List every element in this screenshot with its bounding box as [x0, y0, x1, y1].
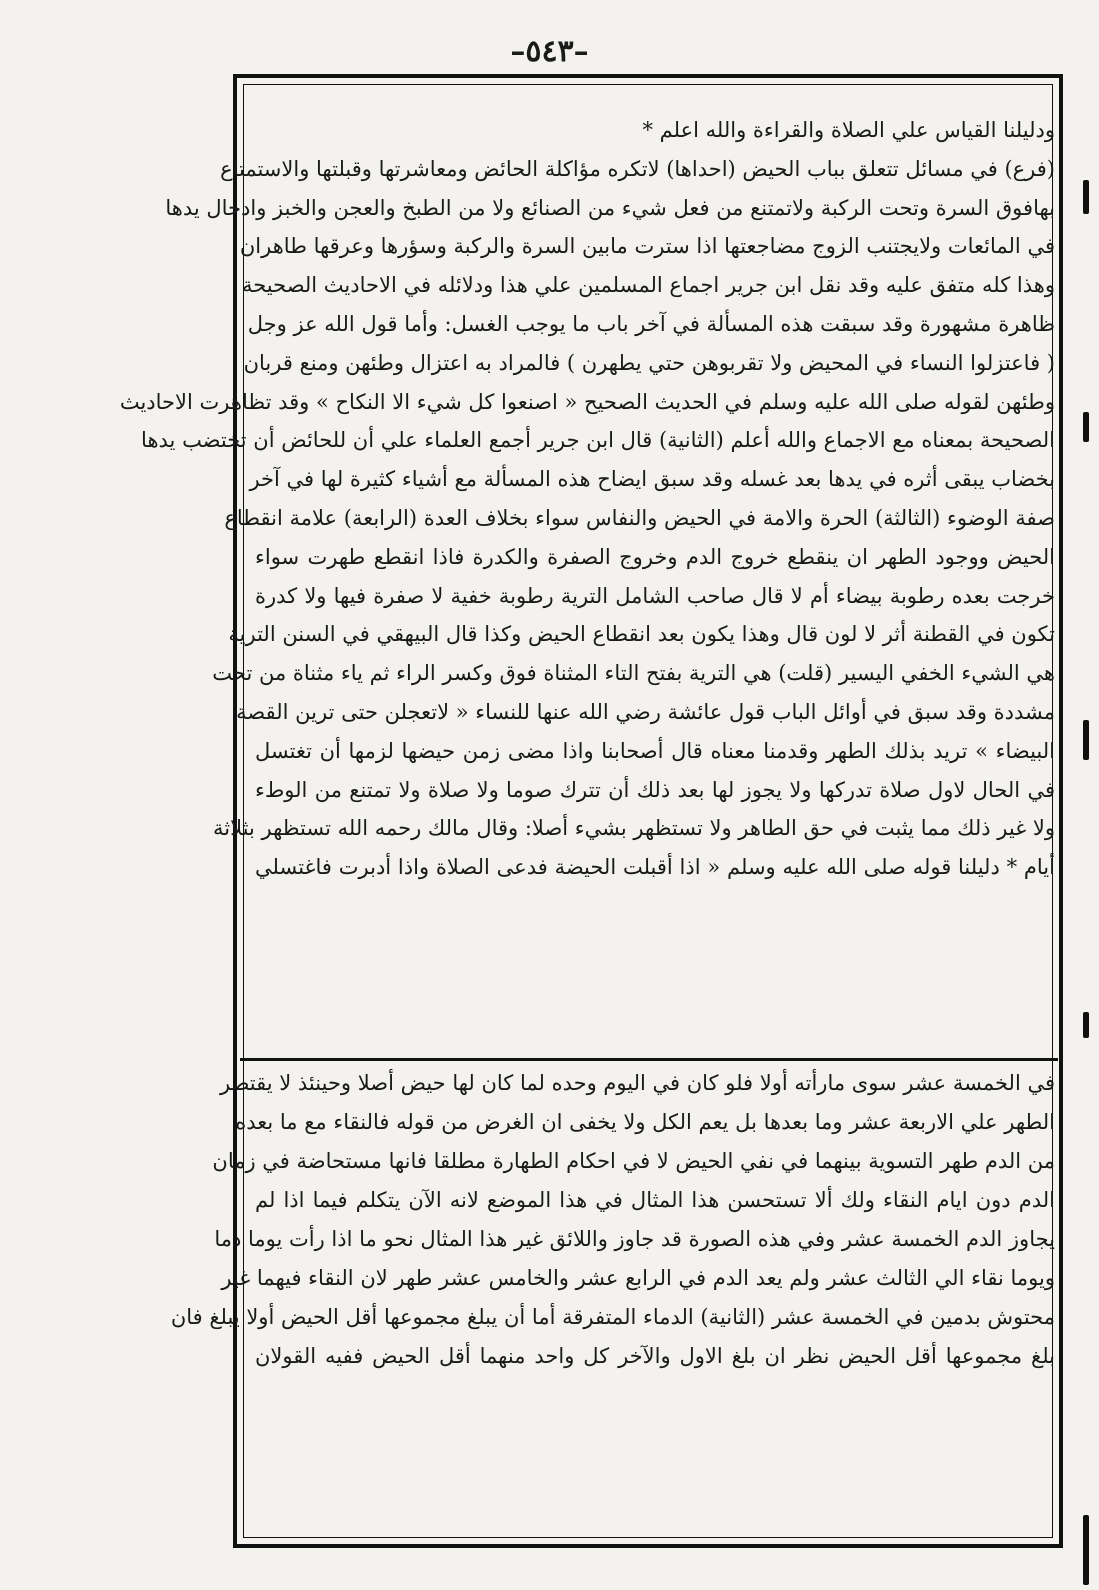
text-line: الدم دون ايام النقاء ولك ألا تستحسن هذا المثال في هذا الموضع لانه الآن يتكلم فيما اذا لم [255, 1188, 1055, 1212]
text-line: من الدم طهر التسوية بينهما في نفي الحيض لا في احكام الطهارة مطلقا فانها مستحاضة في زمان [212, 1149, 1055, 1173]
scan-margin-mark [1083, 720, 1089, 760]
scan-margin-mark [1083, 1515, 1089, 1585]
main-text-section [119, 111, 1055, 1051]
text-line: ودليلنا القياس علي الصلاة والقراءة والله اعلم * [642, 118, 1055, 142]
text-line: الحيض ووجود الطهر ان ينقطع خروج الدم وخروج الصفرة والكدرة فاذا انقطع طهرت سواء [255, 544, 1055, 569]
text-line: صفة الوضوء (الثالثة) الحرة والامة في الحيض والنفاس سواء بخلاف العدة (الرابعة) علامة انقطاع [224, 505, 1055, 530]
commentary-text-section [170, 1064, 1055, 1534]
text-line: الطهر علي الاربعة عشر وما بعدها بل يعم الكل ولا يخفى ان الغرض من قوله فالنقاء مع ما بعده [235, 1110, 1055, 1134]
text-line: ويوما نقاء الي الثالث عشر ولم يعد الدم في الرابع عشر والخامس عشر طهر لان النقاء فيهما غير [221, 1266, 1055, 1290]
text-line: البيضاء » تريد بذلك الطهر وقدمنا معناه قال أصحابنا واذا مضى زمن حيضها لزمها أن تغتسل [255, 738, 1055, 763]
text-line: (فرع) في مسائل تتعلق بباب الحيض (احداها) لاتكره مؤاكلة الحائض ومعاشرتها وقبلتها والاستمتاع [220, 156, 1055, 181]
text-line: بلغ مجموعها أقل الحيض نظر ان بلغ الاول والآخر كل واحد منهما أقل الحيض ففيه القولان [255, 1344, 1055, 1368]
text-line: ظاهرة مشهورة وقد سبقت هذه المسألة في آخر باب ما يوجب الغسل: وأما قول الله عز وجل [247, 311, 1055, 336]
text-line: خرجت بعده رطوبة بيضاء أم لا قال صاحب الشامل الترية رطوبة خفية لا صفرة فيها ولا كدرة [255, 583, 1055, 608]
text-line: الصحيحة بمعناه مع الاجماع والله أعلم (الثانية) قال ابن جرير أجمع العلماء علي أن للحائض أن تختضب يدها [141, 428, 1055, 453]
text-line: ولا غير ذلك مما يثبت في حق الطاهر ولا تستظهر بشيء أصلا: وقال مالك رحمه الله تستظهر بثلاثة [213, 816, 1055, 841]
text-line: يجاوز الدم الخمسة عشر وفي هذه الصورة قد جاوز واللائق غير هذا المثال نحو ما اذا رأت يوما دما [214, 1227, 1055, 1251]
scan-margin-mark [1083, 180, 1089, 214]
scan-margin-mark [1083, 1012, 1089, 1038]
text-line: هي الشيء الخفي اليسير (قلت) هي الترية بفتح التاء المثناة فوق وكسر الراء ثم ياء مثناة من تحت [212, 661, 1055, 686]
text-line: مشددة وقد سبق في أوائل الباب قول عائشة رضي الله عنها للنساء « لاتعجلن حتى ترين القصة [236, 699, 1055, 724]
text-line: في المائعات ولايجتنب الزوج مضاجعتها اذا سترت مابين السرة والركبة وسؤرها وعرقها طاهران [239, 234, 1055, 259]
text-line: ( فاعتزلوا النساء في المحيض ولا تقربوهن حتي يطهرن ) فالمراد به اعتزال وطئهن ومنع قربان [243, 350, 1055, 375]
text-line: تكون في القطنة أثر لا لون قال وهذا يكون بعد انقطاع الحيض وكذا قال البيهقي في السنن الترية [228, 622, 1055, 647]
text-line: بخضاب يبقى أثره في يدها بعد غسله وقد سبق ايضاح هذه المسألة مع أشياء كثيرة لها في آخر [249, 467, 1055, 492]
text-line: وطئهن لقوله صلى الله عليه وسلم في الحديث الصحيح « اصنعوا كل شيء الا النكاح » وقد تظاهرت الاحاديث [119, 389, 1055, 414]
text-line: في الحال لاول صلاة تدركها ولا يجوز لها بعد ذلك أن تترك صوما ولا صلاة ولا تمتنع من الوطء [255, 777, 1055, 802]
scan-margin-mark [1083, 412, 1089, 442]
page-number: –٥٤٣– [510, 34, 589, 69]
text-line: محتوش بدمين في الخمسة عشر (الثانية) الدماء المتفرقة أما أن يبلغ مجموعها أقل الحيض أولا يبلغ فان [170, 1305, 1055, 1329]
text-line: أيام * دليلنا قوله صلى الله عليه وسلم « اذا أقبلت الحيضة فدعى الصلاة واذا أدبرت فاغتسلي [255, 855, 1055, 880]
text-line: بهافوق السرة وتحت الركبة ولاتمتنع من فعل شيء من الصنائع ولا من الطبخ والعجن والخبز وادخال يدها [165, 195, 1055, 220]
text-line: وهذا كله متفق عليه وقد نقل ابن جرير اجماع المسلمين علي هذا ودلائله في الاحاديث الصحيحة [241, 273, 1055, 298]
text-line: في الخمسة عشر سوى مارأته أولا فلو كان في اليوم وحده لما كان لها حيض أصلا وحينئذ لا يقتصر [219, 1071, 1055, 1095]
section-divider [240, 1058, 1058, 1061]
